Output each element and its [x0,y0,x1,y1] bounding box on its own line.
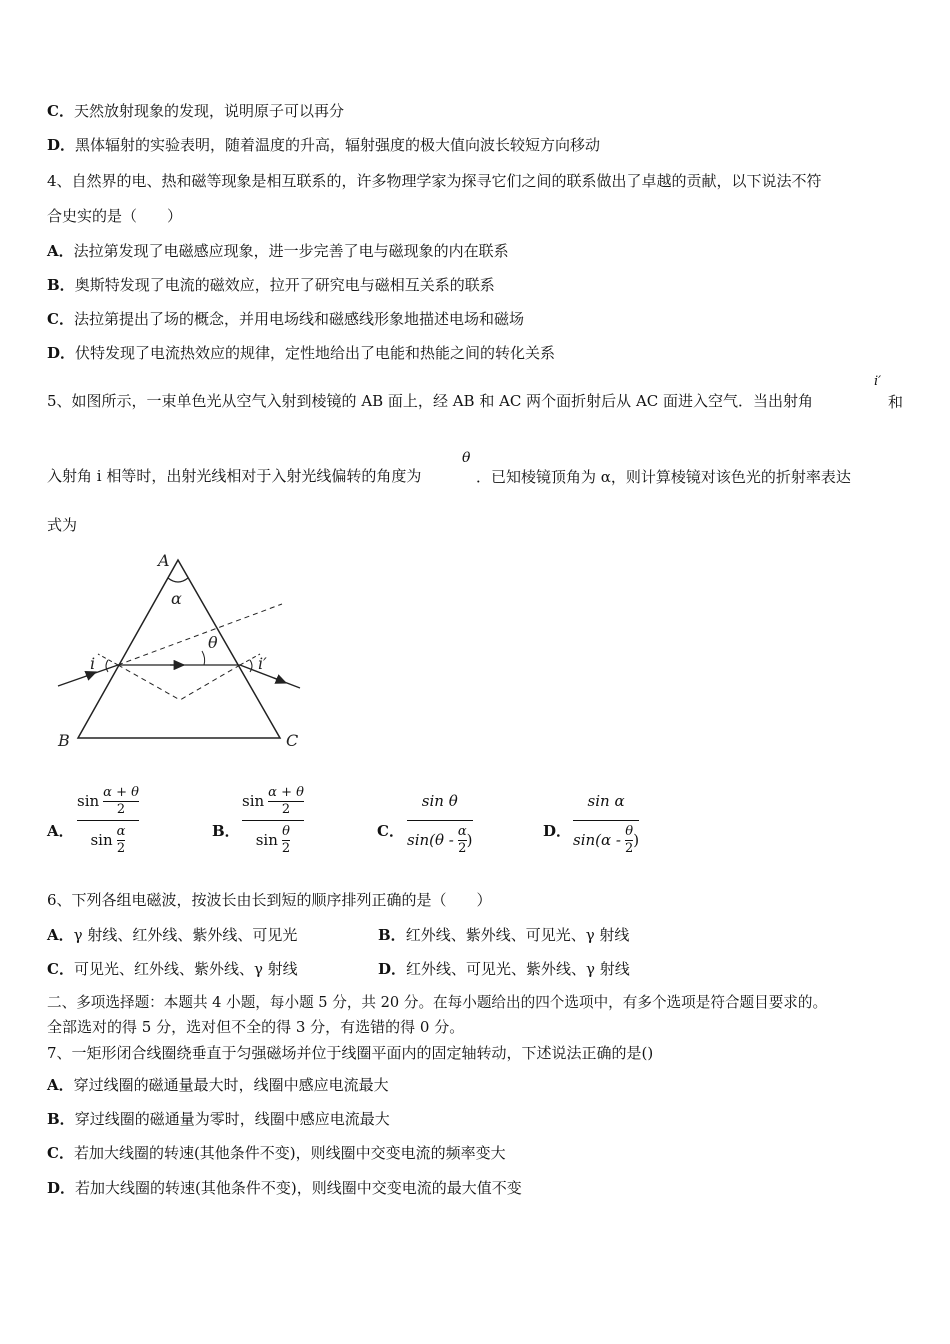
option-text: 红外线、可见光、紫外线、γ 射线 [406,960,630,978]
sin-function: sin [242,792,265,810]
q6-option-b [378,925,629,945]
exit-angle-arc [250,660,252,672]
exit-angle-symbol: i′ [874,374,882,389]
numerator-divisor: 2 [116,801,126,817]
numerator-argument: α + θ [103,784,139,800]
normal-ab [118,665,180,700]
q6-option-a [47,925,297,945]
option-letter: C． [47,1144,74,1162]
formula-fraction [573,782,639,859]
option-letter: D． [378,960,407,978]
sin-function: sin [77,792,100,810]
denominator-divisor: 2 [458,840,467,856]
denominator-divisor: 2 [281,840,291,856]
option-text: 黑体辐射的实验表明，随着温度的升高，辐射强度的极大值向波长较短方向移动 [75,136,601,154]
deflection-angle-label: θ [208,633,218,652]
numerator-expression: sin θ [421,792,458,810]
option-text: 奥斯特发现了电流的磁效应，拉开了研究电与磁相互关系的联系 [74,276,495,294]
vertex-label-b: B [58,731,70,750]
numerator-divisor: 2 [281,801,291,817]
option-letter: B． [47,276,75,294]
option-letter: C． [377,822,404,840]
q4-stem-line2: 合史实的是（ ） [47,207,183,225]
option-letter: A． [47,822,74,840]
option-letter: C． [47,310,74,328]
option-text: 可见光、红外线、紫外线、γ 射线 [73,960,298,978]
option-letter: A． [47,242,74,260]
q7-option-d [47,1178,522,1198]
q5-stem-text: 5、如图所示，一束单色光从空气入射到棱镜的 AB 面上，经 AB 和 AC 两个面折射后从 AC 面进入空气．当出射角 [47,392,814,410]
option-text: 天然放射现象的发现，说明原子可以再分 [73,102,344,120]
option-text: 法拉第提出了场的概念，并用电场线和磁感线形象地描述电场和磁场 [73,310,524,328]
prism-triangle [78,560,280,738]
q5-option-c [377,782,527,876]
option-letter: A． [47,1076,74,1094]
normal-ac [180,665,240,700]
prism-figure [50,548,320,753]
numerator-expression: sin α [587,792,625,810]
q6-option-d [378,959,630,979]
option-text: 伏特发现了电流热效应的规律，定性地给出了电能和热能之间的转化关系 [75,344,556,362]
q6-stem: 6、下列各组电磁波，按波长由长到短的顺序排列正确的是（ ） [47,891,492,909]
q3-option-d [47,135,600,155]
denominator-argument: θ [282,823,290,839]
q5-option-b [212,782,362,876]
section2-heading-line2: 全部选对的得 5 分，选对但不全的得 3 分，有选错的得 0 分。 [47,1018,465,1036]
option-letter: B． [47,1110,75,1128]
q7-option-c [47,1143,506,1163]
vertex-label-a: A [158,551,170,570]
denominator-argument: α [457,823,467,839]
sin-function: sin [90,831,113,849]
q7-option-a [47,1075,389,1095]
q5-stem-line2 [47,466,421,486]
option-letter: D． [47,1179,76,1197]
formula-fraction [407,782,473,859]
incident-angle-label: i [90,654,96,673]
q7-stem: 7、一矩形闭合线圈绕垂直于匀强磁场并位于线圈平面内的固定轴转动，下述说法正确的是() [47,1044,654,1062]
q5-stem-text: 入射角 i 相等时，出射光线相对于入射光线偏转的角度为 [47,467,422,485]
q3-option-c [47,101,344,121]
section2-heading-line1: 二、多项选择题：本题共 4 小题，每小题 5 分，共 20 分。在每小题给出的四个选项中，有多个选项是符合题目要求的。 [47,994,828,1011]
option-text: 穿过线圈的磁通量最大时，线圈中感应电流最大 [73,1076,389,1094]
sin-function: sin [255,831,278,849]
q5-stem-line3: 式为 [47,516,78,534]
deflection-angle-arc [202,651,205,665]
option-letter: C． [47,102,74,120]
q5-option-a [47,782,197,876]
option-text: 穿过线圈的磁通量为零时，线圈中感应电流最大 [74,1110,390,1128]
numerator-argument: α + θ [268,784,304,800]
q6-option-c [47,959,298,979]
option-letter: B． [378,926,406,944]
q5-stem-text: ．已知棱镜顶角为 α，则计算棱镜对该色光的折射率表达 [476,468,851,486]
q4-option-a [47,241,509,261]
normal-ab-outer [98,654,118,665]
q4-option-b [47,275,495,295]
q7-option-b [47,1109,390,1129]
option-letter: B． [212,822,240,840]
denominator-argument: θ [625,823,634,839]
formula-fraction [242,782,304,859]
denominator-suffix: ) [633,831,640,849]
apex-angle-arc [168,578,188,582]
q5-stem-line1 [47,391,813,411]
denominator-prefix: sin(θ - [407,831,454,849]
q5-stem-and: 和 [888,393,904,411]
option-text: γ 射线、红外线、紫外线、可见光 [73,926,298,944]
vertex-label-c: C [286,731,299,750]
option-text: 法拉第发现了电磁感应现象，进一步完善了电与磁现象的内在联系 [73,242,509,260]
denominator-divisor: 2 [116,840,126,856]
incident-angle-arc [106,660,108,672]
option-letter: D． [47,136,76,154]
option-text: 红外线、紫外线、可见光、γ 射线 [405,926,630,944]
exit-angle-label: i′ [258,654,267,673]
normal-ac-outer [240,654,260,665]
option-letter: D． [47,344,76,362]
option-text: 若加大线圈的转速(其他条件不变)，则线圈中交变电流的最大值不变 [75,1179,522,1197]
q4-option-c [47,309,524,329]
formula-fraction [77,782,139,859]
denominator-argument: α [116,823,126,839]
option-letter: D． [543,822,572,840]
option-letter: A． [47,926,74,944]
q4-option-d [47,343,555,363]
apex-angle-label: α [171,589,182,608]
q4-stem-line1: 4、自然界的电、热和磁等现象是相互联系的，许多物理学家为探寻它们之间的联系做出了卓越的贡献，以下说法不符 [47,172,822,190]
denominator-suffix: ) [466,831,473,849]
denominator-divisor: 2 [624,840,634,856]
option-text: 若加大线圈的转速(其他条件不变)，则线圈中交变电流的频率变大 [73,1144,506,1162]
option-letter: C． [47,960,74,978]
denominator-prefix: sin(α - [573,831,621,849]
q5-option-d [543,782,693,876]
deflection-angle-symbol: θ [462,450,471,466]
